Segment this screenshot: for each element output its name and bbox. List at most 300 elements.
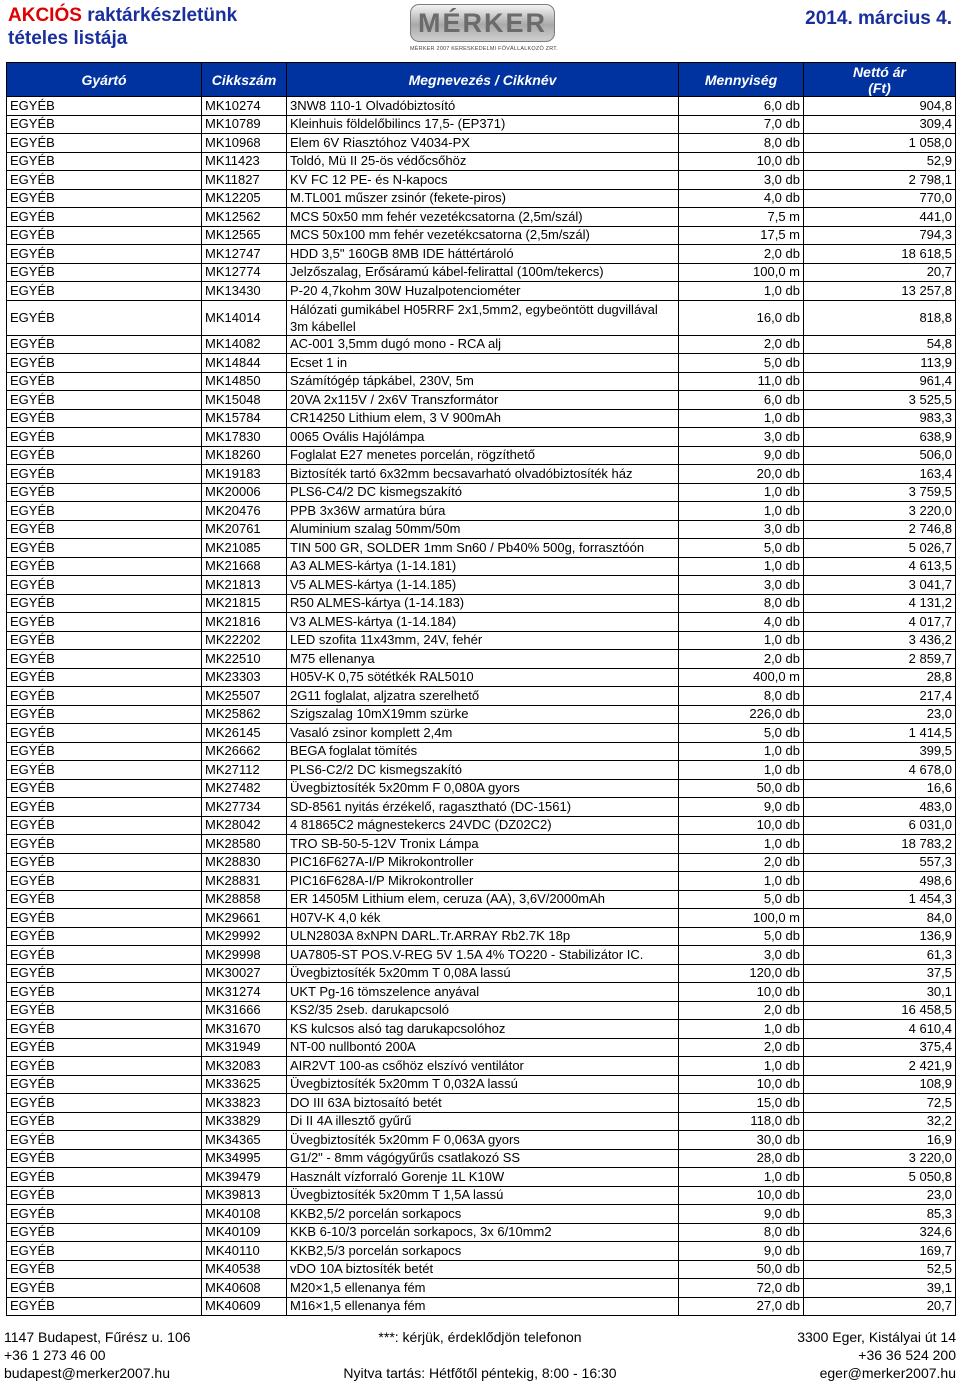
cell-code: MK12562: [202, 208, 287, 227]
cell-code: MK29998: [202, 946, 287, 965]
cell-qty: 100,0 m: [679, 909, 804, 928]
cell-name: Üvegbiztosíték 5x20mm T 0,032A lassú: [287, 1075, 679, 1094]
cell-code: MK26662: [202, 742, 287, 761]
table-row: [7, 1094, 956, 1113]
footer-eger-email: eger@merker2007.hu: [819, 1365, 956, 1381]
cell-code: MK21085: [202, 539, 287, 558]
cell-price: 85,3: [804, 1205, 956, 1224]
cell-code: MK28830: [202, 853, 287, 872]
cell-maker: EGYÉB: [7, 1297, 202, 1316]
cell-name: AC-001 3,5mm dugó mono - RCA alj: [287, 335, 679, 354]
col-header-maker: Gyártó: [7, 63, 202, 97]
cell-price: 557,3: [804, 853, 956, 872]
cell-qty: 7,5 m: [679, 208, 804, 227]
cell-code: MK23303: [202, 668, 287, 687]
table-row: [7, 668, 956, 687]
cell-maker: EGYÉB: [7, 946, 202, 965]
cell-qty: 17,5 m: [679, 226, 804, 245]
cell-qty: 3,0 db: [679, 428, 804, 447]
table-row: [7, 557, 956, 576]
table-row: [7, 483, 956, 502]
cell-qty: 1,0 db: [679, 502, 804, 521]
cell-maker: EGYÉB: [7, 668, 202, 687]
table-row: [7, 372, 956, 391]
cell-maker: EGYÉB: [7, 372, 202, 391]
cell-code: MK14082: [202, 335, 287, 354]
cell-code: MK39479: [202, 1168, 287, 1187]
table-row: [7, 724, 956, 743]
cell-price: 818,8: [804, 300, 956, 335]
cell-maker: EGYÉB: [7, 816, 202, 835]
cell-code: MK12774: [202, 263, 287, 282]
cell-code: MK12747: [202, 245, 287, 264]
cell-code: MK33829: [202, 1112, 287, 1131]
cell-name: Üvegbiztosíték 5x20mm F 0,063A gyors: [287, 1131, 679, 1150]
cell-maker: EGYÉB: [7, 502, 202, 521]
cell-price: 20,7: [804, 263, 956, 282]
cell-code: MK10274: [202, 97, 287, 116]
cell-code: MK40608: [202, 1279, 287, 1298]
cell-qty: 2,0 db: [679, 335, 804, 354]
cell-name: Számítógép tápkábel, 230V, 5m: [287, 372, 679, 391]
cell-price: 3 041,7: [804, 576, 956, 595]
table-row: [7, 263, 956, 282]
cell-price: 61,3: [804, 946, 956, 965]
cell-maker: EGYÉB: [7, 1149, 202, 1168]
cell-qty: 9,0 db: [679, 446, 804, 465]
cell-price: 5 050,8: [804, 1168, 956, 1187]
cell-price: 1 454,3: [804, 890, 956, 909]
cell-qty: 50,0 db: [679, 1260, 804, 1279]
cell-qty: 8,0 db: [679, 687, 804, 706]
table-row: [7, 1038, 956, 1057]
page-footer: [0, 1328, 960, 1385]
cell-name: TRO SB-50-5-12V Tronix Lámpa: [287, 835, 679, 854]
cell-maker: EGYÉB: [7, 872, 202, 891]
cell-maker: EGYÉB: [7, 613, 202, 632]
cell-price: 52,5: [804, 1260, 956, 1279]
table-row: [7, 798, 956, 817]
col-header-qty: Mennyiség: [679, 63, 804, 97]
cell-code: MK21668: [202, 557, 287, 576]
cell-price: 13 257,8: [804, 282, 956, 301]
cell-code: MK19183: [202, 465, 287, 484]
cell-price: 2 746,8: [804, 520, 956, 539]
cell-price: 136,9: [804, 927, 956, 946]
cell-price: 961,4: [804, 372, 956, 391]
table-row: [7, 282, 956, 301]
cell-maker: EGYÉB: [7, 97, 202, 116]
cell-maker: EGYÉB: [7, 208, 202, 227]
cell-code: MK25862: [202, 705, 287, 724]
cell-maker: EGYÉB: [7, 226, 202, 245]
cell-code: MK40108: [202, 1205, 287, 1224]
cell-price: 498,6: [804, 872, 956, 891]
cell-price: 16 458,5: [804, 1001, 956, 1020]
cell-maker: EGYÉB: [7, 391, 202, 410]
cell-code: MK34365: [202, 1131, 287, 1150]
cell-name: M75 ellenanya: [287, 650, 679, 669]
cell-price: 23,0: [804, 1186, 956, 1205]
cell-qty: 400,0 m: [679, 668, 804, 687]
table-row: [7, 1279, 956, 1298]
cell-price: 2 421,9: [804, 1057, 956, 1076]
cell-code: MK14850: [202, 372, 287, 391]
table-body: [7, 97, 956, 1316]
cell-name: R50 ALMES-kártya (1-14.183): [287, 594, 679, 613]
cell-name: 0065 Ovális Hajólámpa: [287, 428, 679, 447]
cell-price: 39,1: [804, 1279, 956, 1298]
cell-maker: EGYÉB: [7, 909, 202, 928]
cell-price: 399,5: [804, 742, 956, 761]
cell-name: H07V-K 4,0 kék: [287, 909, 679, 928]
cell-name: KKB2,5/3 porcelán sorkapocs: [287, 1242, 679, 1261]
cell-price: 770,0: [804, 189, 956, 208]
cell-price: 217,4: [804, 687, 956, 706]
cell-price: 163,4: [804, 465, 956, 484]
cell-code: MK20006: [202, 483, 287, 502]
cell-price: 375,4: [804, 1038, 956, 1057]
cell-code: MK28858: [202, 890, 287, 909]
cell-code: MK40538: [202, 1260, 287, 1279]
cell-qty: 4,0 db: [679, 189, 804, 208]
cell-maker: EGYÉB: [7, 245, 202, 264]
cell-price: 30,1: [804, 983, 956, 1002]
table-row: [7, 946, 956, 965]
cell-price: 309,4: [804, 115, 956, 134]
table-row: [7, 1297, 956, 1316]
cell-name: V3 ALMES-kártya (1-14.184): [287, 613, 679, 632]
cell-code: MK18260: [202, 446, 287, 465]
cell-name: Üvegbiztosíték 5x20mm F 0,080A gyors: [287, 779, 679, 798]
cell-price: 18 618,5: [804, 245, 956, 264]
cell-price: 28,8: [804, 668, 956, 687]
cell-maker: EGYÉB: [7, 263, 202, 282]
cell-maker: EGYÉB: [7, 964, 202, 983]
cell-price: 37,5: [804, 964, 956, 983]
cell-code: MK11423: [202, 152, 287, 171]
price-header-label: Nettó ár: [853, 64, 906, 80]
cell-price: 483,0: [804, 798, 956, 817]
cell-maker: EGYÉB: [7, 1168, 202, 1187]
logo-wordmark: MÉRKER: [410, 4, 555, 42]
table-row: [7, 1131, 956, 1150]
cell-maker: EGYÉB: [7, 1242, 202, 1261]
document-date: 2014. március 4.: [805, 8, 952, 29]
cell-qty: 100,0 m: [679, 263, 804, 282]
cell-qty: 9,0 db: [679, 1242, 804, 1261]
cell-maker: EGYÉB: [7, 189, 202, 208]
cell-name: Di II 4A illesztő gyűrű: [287, 1112, 679, 1131]
cell-name: SD-8561 nyitás érzékelő, ragasztható (DC-1561): [287, 798, 679, 817]
cell-code: MK21813: [202, 576, 287, 595]
cell-price: 3 436,2: [804, 631, 956, 650]
cell-qty: 1,0 db: [679, 409, 804, 428]
cell-maker: EGYÉB: [7, 446, 202, 465]
cell-name: UA7805-ST POS.V-REG 5V 1.5A 4% TO220 - Stabilizátor IC.: [287, 946, 679, 965]
cell-name: Üvegbiztosíték 5x20mm T 1,5A lassú: [287, 1186, 679, 1205]
table-row: [7, 446, 956, 465]
cell-qty: 10,0 db: [679, 983, 804, 1002]
cell-price: 441,0: [804, 208, 956, 227]
cell-qty: 2,0 db: [679, 245, 804, 264]
cell-name: KS kulcsos alsó tag darukapcsolóhoz: [287, 1020, 679, 1039]
cell-maker: EGYÉB: [7, 115, 202, 134]
table-row: [7, 1001, 956, 1020]
cell-maker: EGYÉB: [7, 428, 202, 447]
cell-name: CR14250 Lithium elem, 3 V 900mAh: [287, 409, 679, 428]
cell-qty: 9,0 db: [679, 1205, 804, 1224]
cell-name: H05V-K 0,75 sötétkék RAL5010: [287, 668, 679, 687]
cell-maker: EGYÉB: [7, 134, 202, 153]
cell-code: MK33625: [202, 1075, 287, 1094]
cell-code: MK28831: [202, 872, 287, 891]
table-row: [7, 594, 956, 613]
cell-qty: 1,0 db: [679, 835, 804, 854]
table-row: [7, 872, 956, 891]
table-row: [7, 1168, 956, 1187]
cell-qty: 6,0 db: [679, 391, 804, 410]
cell-name: KV FC 12 PE- és N-kapocs: [287, 171, 679, 190]
cell-qty: 10,0 db: [679, 1186, 804, 1205]
cell-maker: EGYÉB: [7, 409, 202, 428]
cell-maker: EGYÉB: [7, 1131, 202, 1150]
table-row: [7, 853, 956, 872]
cell-name: Üvegbiztosíték 5x20mm T 0,08A lassú: [287, 964, 679, 983]
table-row: [7, 779, 956, 798]
footer-eger-phone: +36 36 524 200: [858, 1347, 956, 1363]
cell-maker: EGYÉB: [7, 171, 202, 190]
cell-code: MK21816: [202, 613, 287, 632]
cell-code: MK40110: [202, 1242, 287, 1261]
cell-qty: 11,0 db: [679, 372, 804, 391]
table-row: [7, 189, 956, 208]
cell-qty: 5,0 db: [679, 354, 804, 373]
cell-maker: EGYÉB: [7, 1094, 202, 1113]
cell-code: MK31274: [202, 983, 287, 1002]
table-row: [7, 1020, 956, 1039]
cell-price: 3 759,5: [804, 483, 956, 502]
cell-name: G1/2" - 8mm vágógyűrűs csatlakozó SS: [287, 1149, 679, 1168]
cell-maker: EGYÉB: [7, 687, 202, 706]
cell-maker: EGYÉB: [7, 152, 202, 171]
cell-maker: EGYÉB: [7, 890, 202, 909]
cell-code: MK10968: [202, 134, 287, 153]
cell-price: 983,3: [804, 409, 956, 428]
cell-qty: 8,0 db: [679, 134, 804, 153]
cell-code: MK29661: [202, 909, 287, 928]
cell-qty: 1,0 db: [679, 483, 804, 502]
logo-tagline: MÉRKER 2007 KERESKEDELMI FŐVÁLLALKOZÓ ZRT.: [410, 46, 558, 52]
cell-qty: 120,0 db: [679, 964, 804, 983]
cell-name: TIN 500 GR, SOLDER 1mm Sn60 / Pb40% 500g, forrasztóón: [287, 539, 679, 558]
footer-opening-hours: Nyitva tartás: Hétfőtől péntekig, 8:00 - 16:30: [343, 1365, 617, 1381]
cell-code: MK28580: [202, 835, 287, 854]
cell-code: MK32083: [202, 1057, 287, 1076]
cell-name: M20×1,5 ellenanya fém: [287, 1279, 679, 1298]
cell-code: MK15784: [202, 409, 287, 428]
cell-price: 4 678,0: [804, 761, 956, 780]
cell-maker: EGYÉB: [7, 354, 202, 373]
cell-name: UKT Pg-16 tömszelence anyával: [287, 983, 679, 1002]
footer-eger: [797, 1328, 956, 1382]
cell-name: M.TL001 műszer zsinór (fekete-piros): [287, 189, 679, 208]
cell-price: 18 783,2: [804, 835, 956, 854]
cell-name: NT-00 nullbontó 200A: [287, 1038, 679, 1057]
cell-price: 3 220,0: [804, 502, 956, 521]
cell-qty: 20,0 db: [679, 465, 804, 484]
cell-qty: 2,0 db: [679, 650, 804, 669]
cell-qty: 2,0 db: [679, 853, 804, 872]
cell-code: MK31666: [202, 1001, 287, 1020]
cell-maker: EGYÉB: [7, 1038, 202, 1057]
cell-code: MK25507: [202, 687, 287, 706]
cell-code: MK40609: [202, 1297, 287, 1316]
cell-qty: 1,0 db: [679, 742, 804, 761]
col-header-name: Megnevezés / Cikknév: [287, 63, 679, 97]
cell-price: 4 131,2: [804, 594, 956, 613]
cell-name: MCS 50x50 mm fehér vezetékcsatorna (2,5m/szál): [287, 208, 679, 227]
cell-qty: 50,0 db: [679, 779, 804, 798]
cell-code: MK22510: [202, 650, 287, 669]
cell-price: 5 026,7: [804, 539, 956, 558]
cell-maker: EGYÉB: [7, 1075, 202, 1094]
cell-name: 3NW8 110-1 Olvadóbiztosító: [287, 97, 679, 116]
cell-maker: EGYÉB: [7, 576, 202, 595]
table-row: [7, 1149, 956, 1168]
table-row: [7, 97, 956, 116]
cell-maker: EGYÉB: [7, 1001, 202, 1020]
cell-price: 32,2: [804, 1112, 956, 1131]
page-header: [0, 0, 960, 62]
cell-name: PLS6-C4/2 DC kismegszakító: [287, 483, 679, 502]
cell-price: 324,6: [804, 1223, 956, 1242]
cell-maker: EGYÉB: [7, 465, 202, 484]
table-row: [7, 650, 956, 669]
cell-name: AIR2VT 100-as csőhöz elszívó ventilátor: [287, 1057, 679, 1076]
table-row: [7, 208, 956, 227]
cell-maker: EGYÉB: [7, 631, 202, 650]
merker-logo: [410, 4, 558, 60]
cell-code: MK20476: [202, 502, 287, 521]
cell-code: MK27734: [202, 798, 287, 817]
table-row: [7, 1260, 956, 1279]
cell-code: MK17830: [202, 428, 287, 447]
cell-qty: 3,0 db: [679, 946, 804, 965]
cell-qty: 6,0 db: [679, 97, 804, 116]
cell-code: MK33823: [202, 1094, 287, 1113]
cell-maker: EGYÉB: [7, 1186, 202, 1205]
cell-qty: 5,0 db: [679, 539, 804, 558]
cell-price: 108,9: [804, 1075, 956, 1094]
table-row: [7, 354, 956, 373]
table-row: [7, 520, 956, 539]
footer-budapest-phone: +36 1 273 46 00: [4, 1347, 106, 1363]
cell-maker: EGYÉB: [7, 742, 202, 761]
cell-price: 113,9: [804, 354, 956, 373]
cell-qty: 72,0 db: [679, 1279, 804, 1298]
cell-qty: 3,0 db: [679, 520, 804, 539]
table-row: [7, 428, 956, 447]
cell-qty: 28,0 db: [679, 1149, 804, 1168]
cell-code: MK39813: [202, 1186, 287, 1205]
cell-price: 794,3: [804, 226, 956, 245]
stock-table: [6, 62, 956, 1316]
cell-code: MK14014: [202, 300, 287, 335]
cell-name: PIC16F628A-I/P Mikrokontroller: [287, 872, 679, 891]
cell-maker: EGYÉB: [7, 1020, 202, 1039]
title-main: raktárkészletünk: [87, 5, 238, 26]
cell-name: 4 81865C2 mágnestekercs 24VDC (DZ02C2): [287, 816, 679, 835]
cell-maker: EGYÉB: [7, 835, 202, 854]
cell-qty: 5,0 db: [679, 927, 804, 946]
table-row: [7, 300, 956, 335]
cell-name: Elem 6V Riasztóhoz V4034-PX: [287, 134, 679, 153]
cell-name: ER 14505M Lithium elem, ceruza (AA), 3,6V/2000mAh: [287, 890, 679, 909]
cell-qty: 1,0 db: [679, 1020, 804, 1039]
footer-budapest-email: budapest@merker2007.hu: [4, 1365, 170, 1381]
cell-name: PPB 3x36W armatúra búra: [287, 502, 679, 521]
cell-name: HDD 3,5" 160GB 8MB IDE háttértároló: [287, 245, 679, 264]
cell-maker: EGYÉB: [7, 724, 202, 743]
cell-name: DO III 63A biztosaító betét: [287, 1094, 679, 1113]
cell-price: 1 058,0: [804, 134, 956, 153]
cell-name: Vasaló zsinor komplett 2,4m: [287, 724, 679, 743]
title-highlight: AKCIÓS: [8, 5, 82, 26]
cell-code: MK13430: [202, 282, 287, 301]
cell-maker: EGYÉB: [7, 300, 202, 335]
cell-code: MK10789: [202, 115, 287, 134]
cell-name: LED szofita 11x43mm, 24V, fehér: [287, 631, 679, 650]
cell-qty: 8,0 db: [679, 1223, 804, 1242]
cell-code: MK12565: [202, 226, 287, 245]
cell-qty: 1,0 db: [679, 1057, 804, 1076]
table-row: [7, 742, 956, 761]
cell-name: P-20 4,7kohm 30W Huzalpotenciométer: [287, 282, 679, 301]
cell-code: MK27112: [202, 761, 287, 780]
cell-qty: 1,0 db: [679, 761, 804, 780]
table-row: [7, 890, 956, 909]
cell-maker: EGYÉB: [7, 539, 202, 558]
cell-name: MCS 50x100 mm fehér vezetékcsatorna (2,5m/szál): [287, 226, 679, 245]
table-row: [7, 927, 956, 946]
table-row: [7, 171, 956, 190]
cell-name: vDO 10A biztosíték betét: [287, 1260, 679, 1279]
cell-name: Hálózati gumikábel H05RRF 2x1,5mm2, egybeöntött dugvillával 3m kábellel: [287, 300, 679, 335]
cell-code: MK20761: [202, 520, 287, 539]
cell-name: PIC16F627A-I/P Mikrokontroller: [287, 853, 679, 872]
cell-name: M16×1,5 ellenanya fém: [287, 1297, 679, 1316]
table-row: [7, 1057, 956, 1076]
cell-name: KKB 6-10/3 porcelán sorkapocs, 3x 6/10mm2: [287, 1223, 679, 1242]
cell-name: 2G11 foglalat, aljzatra szerelhető: [287, 687, 679, 706]
cell-maker: EGYÉB: [7, 650, 202, 669]
cell-price: 3 525,5: [804, 391, 956, 410]
cell-qty: 4,0 db: [679, 613, 804, 632]
cell-code: MK28042: [202, 816, 287, 835]
cell-qty: 3,0 db: [679, 171, 804, 190]
cell-name: Toldó, Mü II 25-ös védőcsőhöz: [287, 152, 679, 171]
cell-maker: EGYÉB: [7, 779, 202, 798]
cell-price: 506,0: [804, 446, 956, 465]
col-header-price: [804, 63, 956, 97]
cell-price: 23,0: [804, 705, 956, 724]
table-row: [7, 631, 956, 650]
price-header-unit: (Ft): [868, 80, 891, 96]
table-row: [7, 761, 956, 780]
document-title: [8, 5, 237, 27]
table-row: [7, 134, 956, 153]
